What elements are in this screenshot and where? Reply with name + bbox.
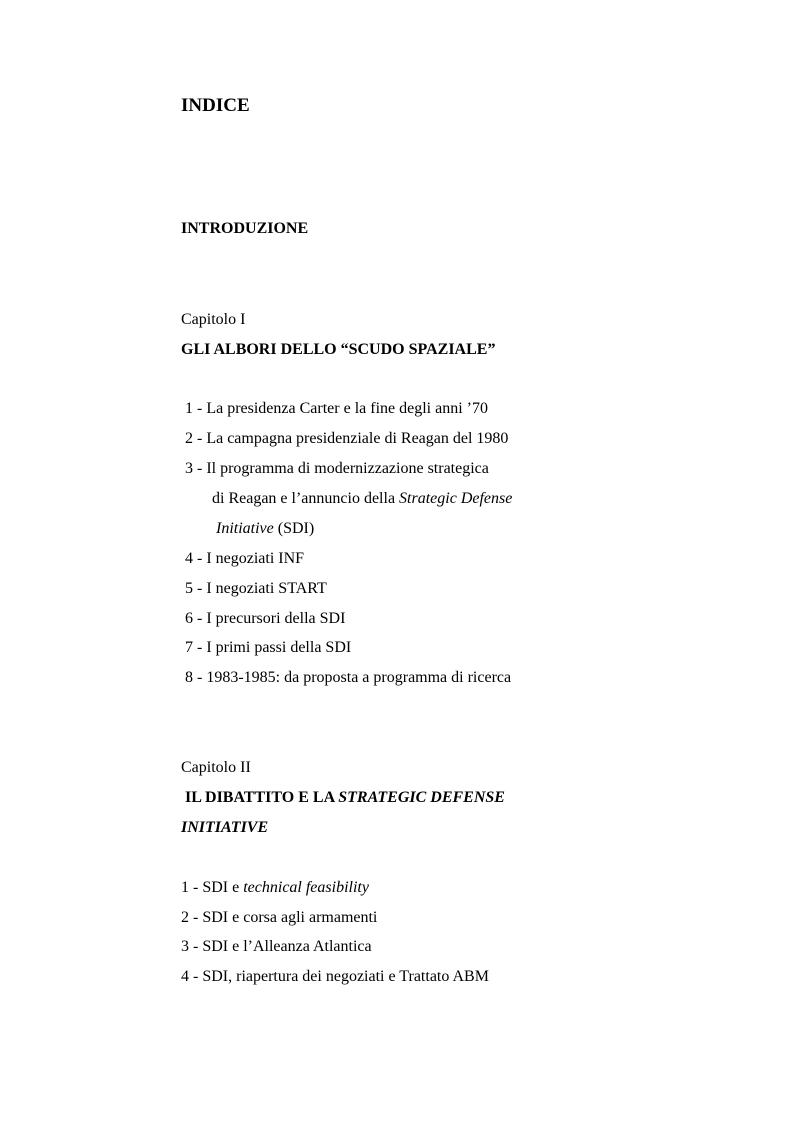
chapter-1-item-6: 6 - I precursori della SDI	[185, 610, 346, 627]
page-title: INDICE	[181, 95, 250, 116]
chapter-1-label: Capitolo I	[181, 311, 246, 328]
chapter-2-title	[185, 788, 505, 808]
chapter-2-item-1-text: 1 - SDI e	[181, 879, 244, 896]
chapter-1-item-3-line-2	[212, 489, 512, 509]
item-3-line-2-italic: Strategic Defense	[399, 490, 513, 507]
chapter-1-item-8: 8 - 1983-1985: da proposta a programma di ricerca	[185, 669, 512, 686]
item-3-line-3-text: (SDI)	[273, 520, 315, 537]
chapter-2-title-line-2: INITIATIVE	[181, 819, 269, 836]
chapter-2-item-4: 4 - SDI, riapertura dei negoziati e Trattato ABM	[181, 968, 489, 985]
chapter-1-title: GLI ALBORI DELLO “SCUDO SPAZIALE”	[181, 341, 496, 358]
chapter-1-item-3-line-3	[216, 519, 314, 539]
chapter-1-item-3: 3 - Il programma di modernizzazione strategica	[185, 460, 489, 477]
chapter-1-item-2: 2 - La campagna presidenziale di Reagan del 1980	[185, 430, 509, 447]
introduction-heading: INTRODUZIONE	[181, 220, 309, 237]
chapter-2-item-2: 2 - SDI e corsa agli armamenti	[181, 909, 378, 926]
chapter-2-title-text: IL DIBATTITO E LA	[185, 789, 339, 806]
chapter-2-item-1	[181, 878, 369, 898]
chapter-1-item-1: 1 - La presidenza Carter e la fine degli anni ’70	[185, 400, 488, 417]
chapter-1-item-4: 4 - I negoziati INF	[185, 550, 305, 567]
chapter-2-item-3: 3 - SDI e l’Alleanza Atlantica	[181, 938, 372, 955]
item-3-line-3-italic: Initiative	[216, 520, 274, 537]
chapter-2-title-italic: STRATEGIC DEFENSE	[338, 789, 505, 806]
chapter-2-item-1-italic: technical feasibility	[243, 879, 369, 896]
item-3-line-2-text: di Reagan e l’annuncio della	[212, 490, 400, 507]
chapter-1-item-5: 5 - I negoziati START	[185, 580, 327, 597]
chapter-2-label: Capitolo II	[181, 759, 251, 776]
chapter-1-item-7: 7 - I primi passi della SDI	[185, 639, 352, 656]
